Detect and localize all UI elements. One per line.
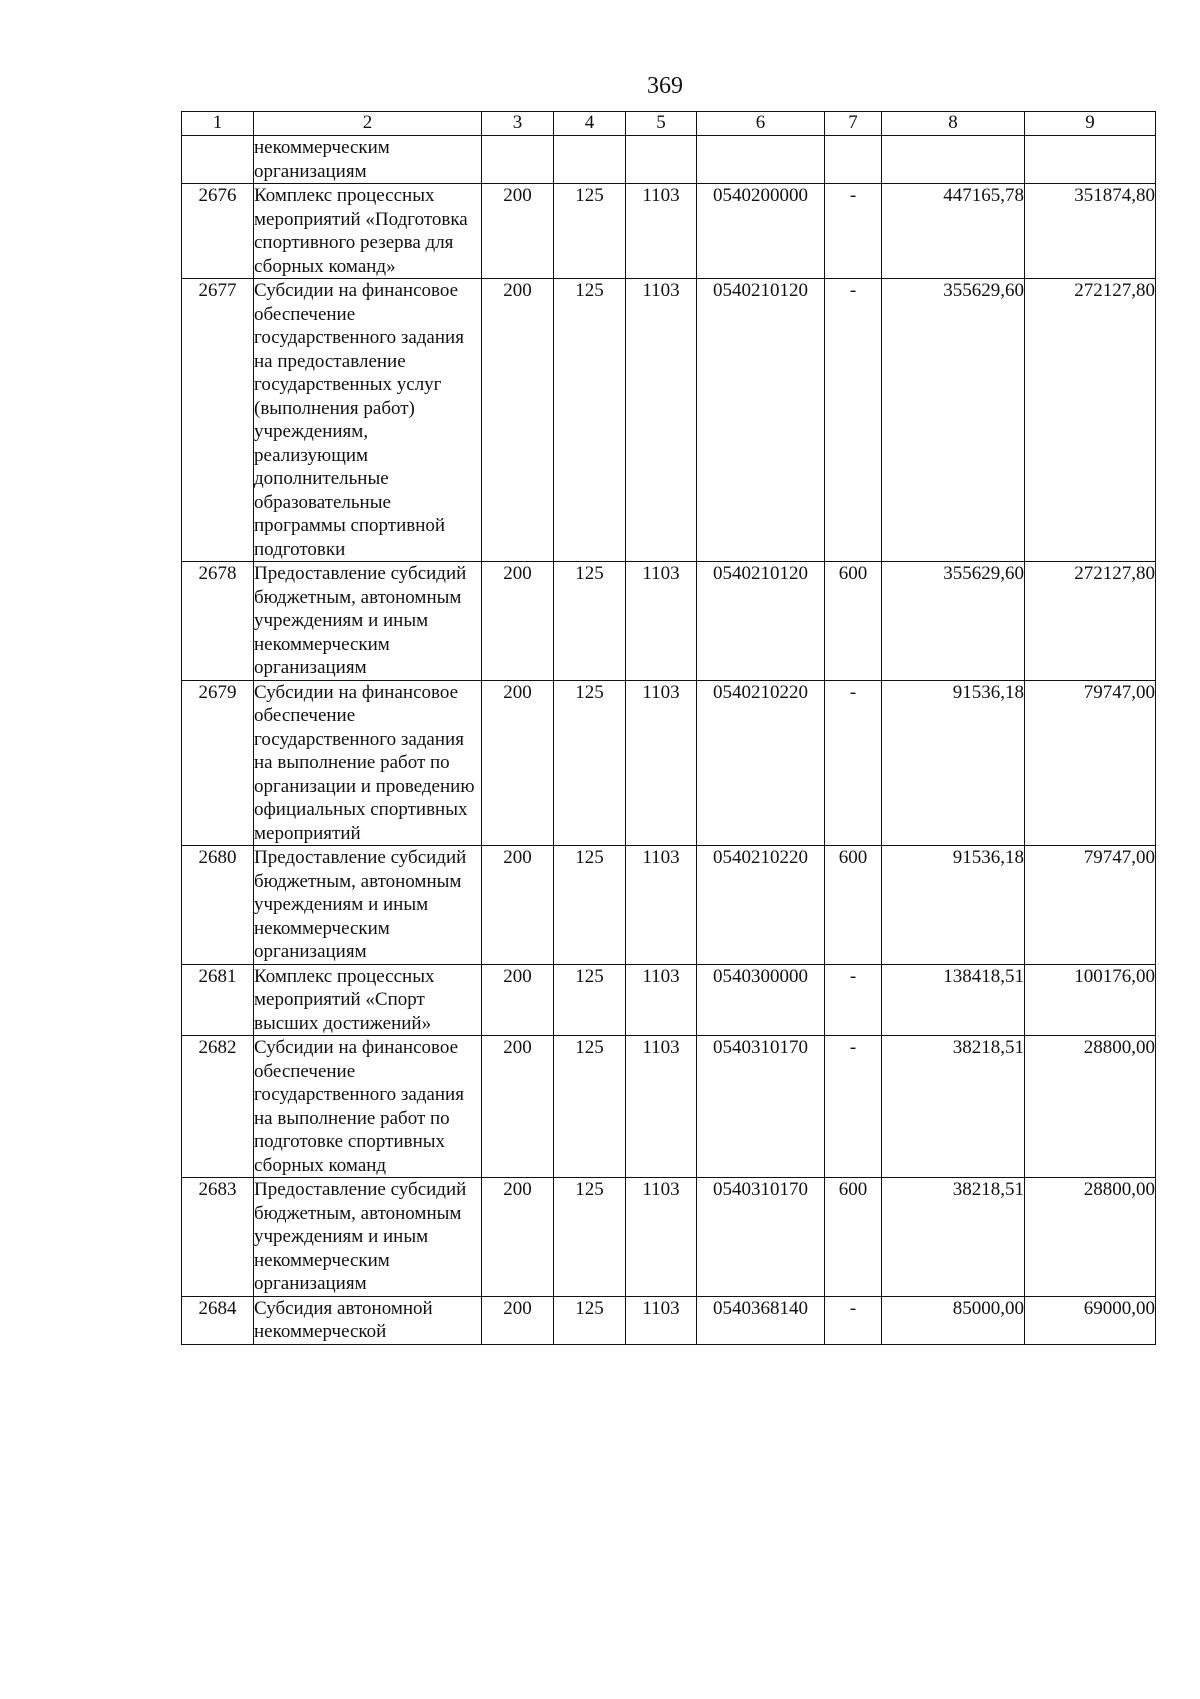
row-col4: 125 [554,680,626,846]
row-number [182,136,254,184]
row-number: 2681 [182,964,254,1036]
row-col9: 100176,00 [1025,964,1156,1036]
row-col4: 125 [554,1178,626,1297]
column-header: 9 [1025,112,1156,136]
row-col7: - [825,184,882,279]
row-number: 2682 [182,1036,254,1178]
row-col5: 1103 [626,1036,697,1178]
row-col9 [1025,136,1156,184]
table-row [182,184,1156,279]
row-col6: 0540300000 [697,964,825,1036]
row-col9: 351874,80 [1025,184,1156,279]
row-col9: 28800,00 [1025,1178,1156,1297]
row-name: Субсидия автономной некоммерческой [254,1296,482,1344]
row-col8: 355629,60 [882,279,1025,562]
column-header: 2 [254,112,482,136]
row-col9: 272127,80 [1025,562,1156,681]
row-col9: 272127,80 [1025,279,1156,562]
row-col3: 200 [482,964,554,1036]
column-header: 5 [626,112,697,136]
column-header: 8 [882,112,1025,136]
table-row [182,680,1156,846]
row-col4: 125 [554,184,626,279]
row-name: Субсидии на финансовое обеспечение государственного задания на предоставление государственных услуг (выполнения работ) учреждениям, реализующим дополнительные образовательные программы спортивной подготовки [254,279,482,562]
table-row [182,1296,1156,1344]
row-col8 [882,136,1025,184]
row-col5: 1103 [626,184,697,279]
row-col6: 0540368140 [697,1296,825,1344]
page-number: 369 [647,73,683,99]
row-number: 2678 [182,562,254,681]
table-body [182,136,1156,1345]
row-number: 2676 [182,184,254,279]
table-row [182,846,1156,965]
row-col6: 0540210220 [697,680,825,846]
row-name: Предоставление субсидий бюджетным, автономным учреждениям и иным некоммерческим организациям [254,1178,482,1297]
row-col7: - [825,1036,882,1178]
row-col8: 91536,18 [882,846,1025,965]
row-name: Предоставление субсидий бюджетным, автономным учреждениям и иным некоммерческим организациям [254,562,482,681]
budget-table [181,111,1156,1345]
row-col5: 1103 [626,1178,697,1297]
row-col3: 200 [482,184,554,279]
row-col6 [697,136,825,184]
row-col3: 200 [482,846,554,965]
row-number: 2683 [182,1178,254,1297]
row-col6: 0540200000 [697,184,825,279]
row-number: 2677 [182,279,254,562]
row-col9: 28800,00 [1025,1036,1156,1178]
row-col8: 38218,51 [882,1036,1025,1178]
row-number: 2680 [182,846,254,965]
row-col4: 125 [554,1296,626,1344]
row-col7: 600 [825,562,882,681]
table-row [182,279,1156,562]
row-col7: - [825,279,882,562]
row-col5: 1103 [626,964,697,1036]
row-col4: 125 [554,846,626,965]
row-col3: 200 [482,1178,554,1297]
row-col5: 1103 [626,680,697,846]
row-col3 [482,136,554,184]
column-header: 6 [697,112,825,136]
table-row [182,1178,1156,1297]
column-header: 1 [182,112,254,136]
row-col5 [626,136,697,184]
row-col4: 125 [554,964,626,1036]
row-number: 2684 [182,1296,254,1344]
row-name: некоммерческим организациям [254,136,482,184]
row-col8: 355629,60 [882,562,1025,681]
table-row [182,964,1156,1036]
row-col6: 0540310170 [697,1178,825,1297]
row-col7: - [825,680,882,846]
row-col3: 200 [482,279,554,562]
row-col4 [554,136,626,184]
row-col8: 138418,51 [882,964,1025,1036]
table-header-row [182,112,1156,136]
row-col3: 200 [482,562,554,681]
row-col4: 125 [554,562,626,681]
row-col6: 0540210220 [697,846,825,965]
row-name: Предоставление субсидий бюджетным, автономным учреждениям и иным некоммерческим организациям [254,846,482,965]
row-col3: 200 [482,1296,554,1344]
row-col8: 85000,00 [882,1296,1025,1344]
row-number: 2679 [182,680,254,846]
table-row [182,136,1156,184]
row-name: Субсидии на финансовое обеспечение государственного задания на выполнение работ по подготовке спортивных сборных команд [254,1036,482,1178]
row-col5: 1103 [626,1296,697,1344]
row-col8: 91536,18 [882,680,1025,846]
column-header: 7 [825,112,882,136]
row-col6: 0540210120 [697,279,825,562]
row-col7: - [825,964,882,1036]
row-col5: 1103 [626,562,697,681]
row-col5: 1103 [626,846,697,965]
column-header: 4 [554,112,626,136]
row-col8: 38218,51 [882,1178,1025,1297]
row-col7: 600 [825,846,882,965]
row-name: Комплекс процессных мероприятий «Подготовка спортивного резерва для сборных команд» [254,184,482,279]
row-col9: 69000,00 [1025,1296,1156,1344]
row-col8: 447165,78 [882,184,1025,279]
row-col7 [825,136,882,184]
row-name: Комплекс процессных мероприятий «Спорт высших достижений» [254,964,482,1036]
row-col7: - [825,1296,882,1344]
table-row [182,1036,1156,1178]
row-col6: 0540310170 [697,1036,825,1178]
row-col4: 125 [554,279,626,562]
row-col3: 200 [482,1036,554,1178]
row-col9: 79747,00 [1025,846,1156,965]
row-col4: 125 [554,1036,626,1178]
row-col7: 600 [825,1178,882,1297]
row-col9: 79747,00 [1025,680,1156,846]
row-col6: 0540210120 [697,562,825,681]
column-header: 3 [482,112,554,136]
table-row [182,562,1156,681]
row-col5: 1103 [626,279,697,562]
row-col3: 200 [482,680,554,846]
row-name: Субсидии на финансовое обеспечение государственного задания на выполнение работ по организации и проведению официальных спортивных мероприятий [254,680,482,846]
